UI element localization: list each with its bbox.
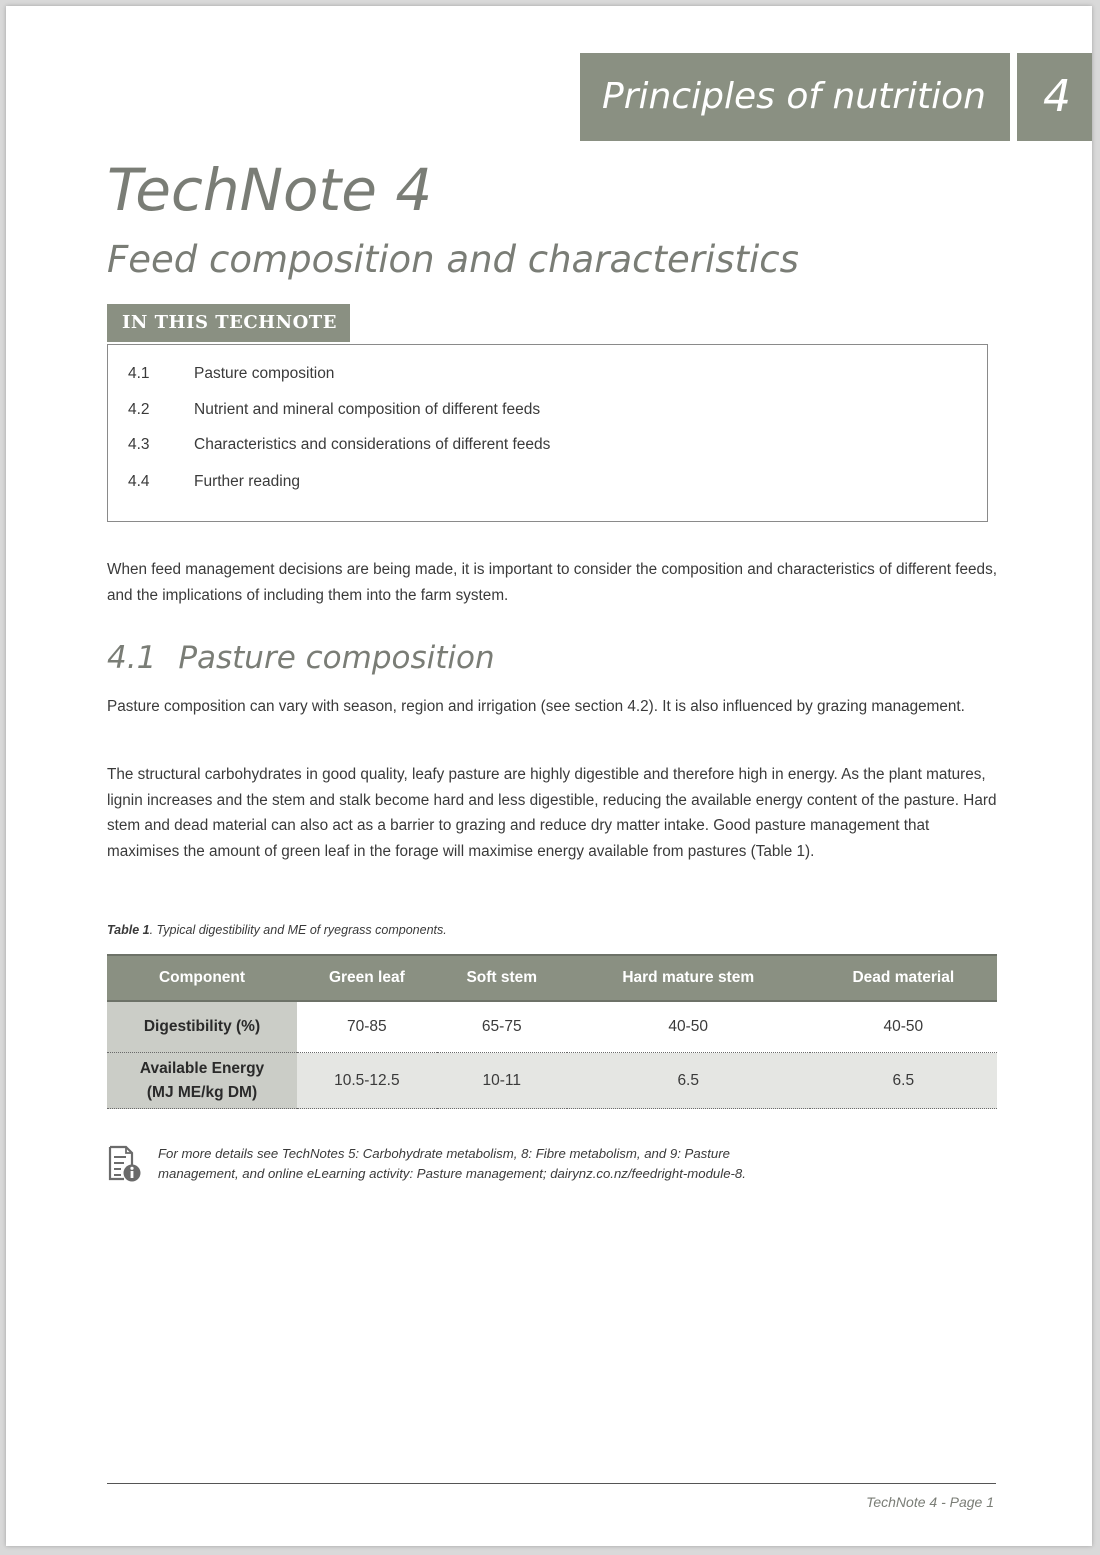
table-cell: 40-50 [810, 1001, 997, 1053]
table-row [107, 1053, 997, 1109]
section-paragraph: The structural carbohydrates in good quality, leafy pasture are highly digestible and therefore high in energy. As the plant matures, lignin increases and the stem and stalk become hard and less digestible, reducing the available energy content of the pasture. Hard stem and dead material can also act as a barrier to grazing and reduce dry matter intake. Good pasture management that maximises the amount of green leaf in the forage will maximise energy available from pastures (Table 1). [107, 766, 997, 860]
document-page [6, 6, 1092, 1546]
note-line: management, and online eLearning activity: Pasture management; dairynz.co.nz/feedright-module-8. [158, 1165, 746, 1181]
note-line: For more details see TechNotes 5: Carbohydrate metabolism, 8: Fibre metabolism, and 9: Pasture [158, 1146, 730, 1161]
table-caption-label: Table 1 [107, 923, 150, 937]
row-header: Digestibility (%) [107, 1001, 297, 1053]
toc-item[interactable] [128, 365, 334, 389]
page-footer: TechNote 4 - Page 1 [866, 1494, 994, 1510]
table-cell: 10-11 [437, 1053, 567, 1109]
toc-item-number: 4.2 [128, 401, 150, 418]
table-caption-text: . Typical digestibility and ME of ryegrass components. [149, 923, 447, 937]
row-header-line: Available Energy [139, 1059, 265, 1077]
column-header: Green leaf [297, 955, 437, 1001]
table-cell: 6.5 [810, 1053, 997, 1109]
row-header [107, 1053, 297, 1109]
toc-item-number: 4.4 [128, 473, 150, 490]
toc-item-label: Pasture composition [194, 365, 335, 382]
table-caption [107, 923, 447, 937]
footer-divider [107, 1483, 996, 1484]
table-header-row [107, 955, 997, 1001]
table-row [107, 1001, 997, 1053]
section-number: 4.1 [107, 640, 157, 676]
page-title: TechNote 4 [107, 156, 433, 224]
column-header: Hard mature stem [567, 955, 810, 1001]
page-subtitle: Feed composition and characteristics [107, 238, 799, 281]
section-title: Pasture composition [178, 640, 495, 676]
toc-item[interactable] [128, 473, 300, 497]
toc-item-label: Characteristics and considerations of different feeds [194, 436, 551, 453]
further-details-note [158, 1144, 858, 1183]
toc-item[interactable] [128, 436, 550, 460]
table-cell: 70-85 [297, 1001, 437, 1053]
toc-box [107, 344, 988, 522]
column-header: Dead material [810, 955, 997, 1001]
table-cell: 10.5-12.5 [297, 1053, 437, 1109]
column-header: Component [107, 955, 297, 1001]
toc-item-number: 4.1 [128, 365, 150, 382]
toc-item-label: Further reading [194, 473, 300, 490]
toc-item-number: 4.3 [128, 436, 150, 453]
section-header-title: Principles of nutrition [580, 53, 1010, 141]
toc-item-label: Nutrient and mineral composition of different feeds [194, 401, 541, 418]
document-info-icon [107, 1145, 141, 1183]
table-cell: 65-75 [437, 1001, 567, 1053]
column-header: Soft stem [437, 955, 567, 1001]
toc-label: IN THIS TECHNOTE [107, 304, 350, 342]
table-cell: 40-50 [567, 1001, 810, 1053]
ryegrass-table [107, 954, 997, 1109]
intro-paragraph: When feed management decisions are being made, it is important to consider the composition and characteristics of different feeds, and the implications of including them into the farm system. [107, 561, 997, 604]
section-paragraph: Pasture composition can vary with season, region and irrigation (see section 4.2). It is also influenced by grazing management. [107, 698, 965, 715]
toc-item[interactable] [128, 401, 540, 425]
section-heading [107, 640, 495, 676]
section-header-number: 4 [1017, 53, 1092, 141]
row-header-line: (MJ ME/kg DM) [146, 1083, 258, 1101]
table-cell: 6.5 [567, 1053, 810, 1109]
